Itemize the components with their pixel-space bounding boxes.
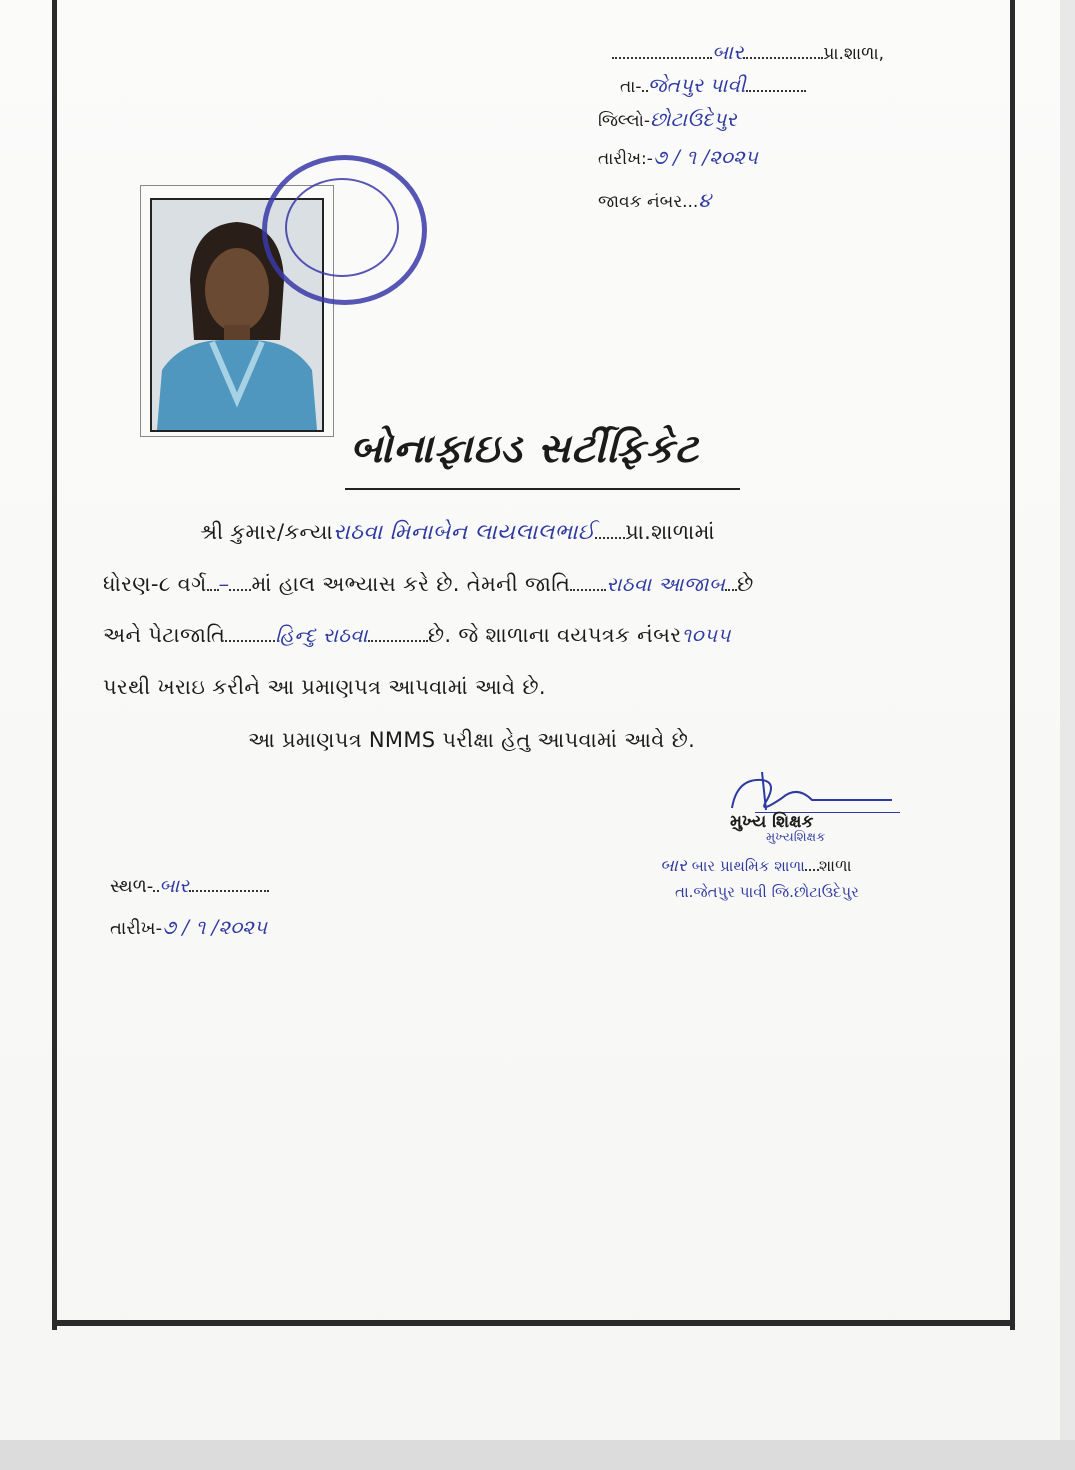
certificate-title: બોનાફાઇડ સર્ટીફિકેટ <box>350 425 699 472</box>
header-date-line <box>598 145 758 169</box>
signature-school-suffix: શાળા <box>818 856 852 875</box>
signature-school-line <box>660 856 851 876</box>
header-school-line <box>612 40 884 64</box>
body-line-2 <box>103 572 754 597</box>
school-stamp-inner-ring <box>285 178 399 277</box>
footer-place-hw: બાર <box>159 875 190 897</box>
signature-school-stamp: બાર પ્રાથમિક શાળા <box>691 857 805 875</box>
footer-place-label: સ્થળ- <box>110 876 154 897</box>
scan-bottom-band <box>0 1440 1075 1470</box>
body-l3-mid: છે. જે શાળાના વયપત્રક નંબર <box>427 623 682 647</box>
header-date-hw: ૭ / ૧ /૨૦૨૫ <box>652 145 758 169</box>
header-district-label: જિલ્લો- <box>598 111 651 131</box>
footer-date-line <box>110 915 267 939</box>
body-line-1 <box>200 520 715 545</box>
body-l2-mid: માં હાલ અભ્યાસ કરે છે. તેમની જાતિ <box>251 572 571 596</box>
header-inward-label: જાવક નંબર... <box>598 192 699 212</box>
header-school-hw: બાર <box>712 40 744 64</box>
border-right <box>1010 0 1015 1330</box>
signature-stamp-role: મુખ્યશિક્ષક <box>766 830 826 845</box>
header-inward-line <box>598 188 711 212</box>
header-taluka-hw: જેતપુર પાવી <box>647 73 746 97</box>
body-l3-prefix: અને પેટાજાતિ <box>103 623 226 647</box>
header-school-label: પ્રા.શાળા, <box>823 44 885 64</box>
footer-place-line <box>110 875 269 897</box>
page-edge <box>1060 0 1075 1470</box>
body-l2-prefix: ધોરણ-૮ વર્ગ <box>103 572 207 596</box>
footer-date-label: તારીખ- <box>110 918 163 939</box>
body-l2-suffix: છે <box>737 572 754 596</box>
subcaste-hw: હિન્દુ રાઠવા <box>275 623 368 647</box>
header-taluka-label: તા- <box>620 77 642 97</box>
body-line-5: આ પ્રમાણપત્ર NMMS પરીક્ષા હેતુ આપવામાં આવે છે. <box>248 728 696 752</box>
body-l1-prefix: શ્રી કુમાર/કન્યા <box>200 520 333 544</box>
register-number-hw: ૧૦૫૫ <box>681 623 731 647</box>
body-line-3 <box>103 623 731 648</box>
footer-date-hw: ૭ / ૧ /૨૦૨૫ <box>162 915 268 939</box>
body-l1-suffix: પ્રા.શાળામાં <box>625 520 715 544</box>
header-district-line <box>598 107 737 131</box>
caste-hw: રાઠવા આજાબ <box>606 572 726 596</box>
class-hw: – <box>218 572 230 596</box>
border-left <box>52 0 57 1330</box>
school-stamp <box>262 155 427 305</box>
signature-address: તા.જેતપુર પાવી જિ.છોટાઉદેપુર <box>675 883 859 901</box>
border-bottom <box>52 1320 1015 1326</box>
header-district-hw: છોટાઉદેપુર <box>650 107 737 131</box>
student-name-hw: રાઠવા મિનાબેન લાયલાલભાઈ <box>332 520 596 545</box>
signature-school-hw: બાર <box>660 856 687 876</box>
header-taluka-line <box>620 73 806 97</box>
header-date-label: તારીખ:- <box>598 149 653 169</box>
header-inward-hw: ૪ <box>698 188 711 212</box>
title-underline <box>345 488 740 490</box>
body-line-4: પરથી ખરાઇ કરીને આ પ્રમાણપત્ર આપવામાં આવે છે. <box>103 675 546 699</box>
signature-role: મુખ્ય શિક્ષક <box>730 812 814 832</box>
